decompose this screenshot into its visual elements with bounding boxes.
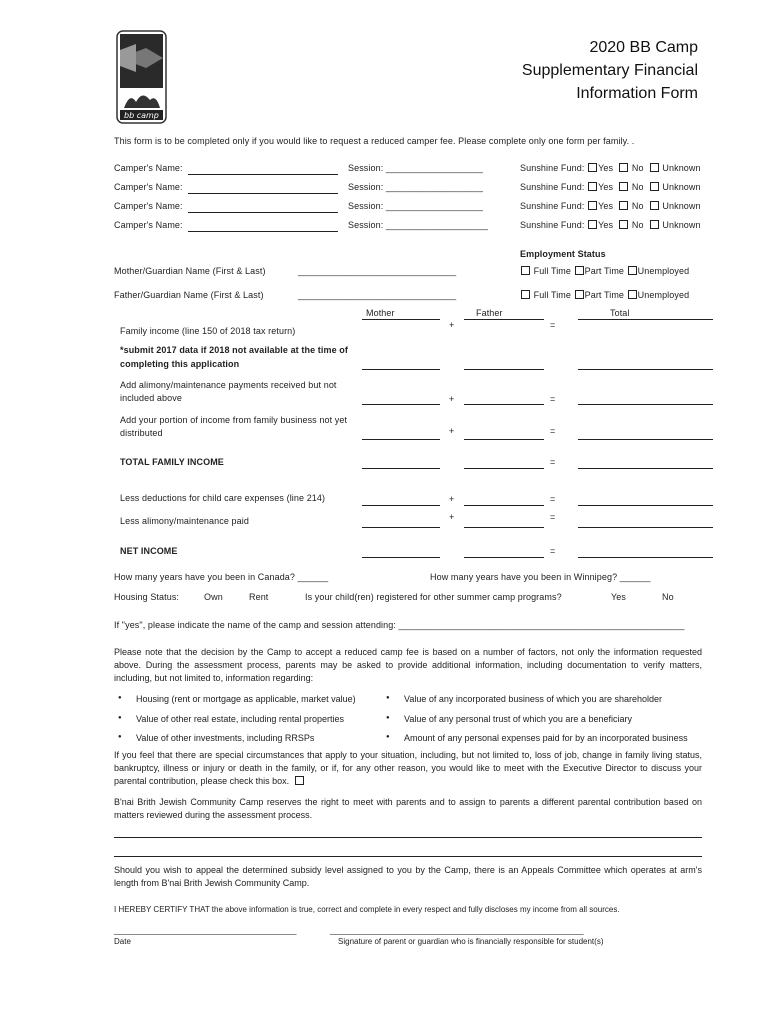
mother-net-field[interactable]: [362, 557, 440, 558]
father-childcare-field[interactable]: [464, 505, 544, 506]
yes-checkbox[interactable]: [588, 163, 597, 172]
bullet-expenses: ● Amount of any personal expenses paid for by an incorporated business: [404, 733, 688, 743]
equals-sign: =: [550, 512, 556, 522]
row-note-1: *submit 2017 data if 2018 not available at the time of: [120, 345, 348, 355]
mother-name-field[interactable]: _______________________________: [298, 266, 457, 276]
no-checkbox[interactable]: [619, 163, 628, 172]
part-time-checkbox[interactable]: [575, 266, 584, 275]
mother-name-label: Mother/Guardian Name (First & Last): [114, 266, 266, 276]
equals-sign: =: [550, 457, 556, 467]
svg-text:bb camp: bb camp: [124, 111, 159, 120]
row-business-1: Add your portion of income from family business not yet: [120, 415, 348, 425]
bullet-incorporated: ● Value of any incorporated business of which you are shareholder: [404, 694, 662, 704]
comment-line[interactable]: [114, 856, 702, 857]
plus-sign: +: [449, 426, 455, 436]
col-father: Father: [476, 308, 503, 318]
years-winnipeg[interactable]: How many years have you been in Winnipeg? ______: [430, 572, 651, 582]
col-total-rule: [578, 319, 713, 320]
mother-childcare-field[interactable]: [362, 505, 440, 506]
father-name-label: Father/Guardian Name (First & Last): [114, 290, 264, 300]
total-business-field[interactable]: [578, 439, 713, 440]
no-checkbox[interactable]: [619, 220, 628, 229]
no-checkbox[interactable]: [619, 182, 628, 191]
unknown-checkbox[interactable]: [650, 220, 659, 229]
yes-checkbox[interactable]: [588, 182, 597, 191]
bullet-trust: ● Value of any personal trust of which you are a beneficiary: [404, 714, 632, 724]
total-childcare-field[interactable]: [578, 505, 713, 506]
total-family-income-field[interactable]: [578, 468, 713, 469]
title-line-3: Information Form: [576, 85, 698, 102]
date-field[interactable]: _________________________________________: [114, 926, 297, 935]
years-canada[interactable]: How many years have you been in Canada? ______: [114, 572, 329, 582]
row-alimony-1: Add alimony/maintenance payments received but not: [120, 380, 337, 390]
date-label: Date: [114, 937, 131, 946]
bullet-housing: ● Housing (rent or mortgage as applicable, market value): [136, 694, 356, 704]
special-circumstances-checkbox[interactable]: [295, 776, 304, 785]
equals-sign: =: [550, 320, 556, 330]
title-line-2: Supplementary Financial: [521, 62, 698, 79]
total-net-field[interactable]: [578, 557, 713, 558]
unknown-checkbox[interactable]: [650, 182, 659, 191]
row-less-alimony: Less alimony/maintenance paid: [120, 516, 249, 526]
session-field[interactable]: Session: ____________________: [348, 220, 489, 230]
camper-name-field[interactable]: [188, 231, 338, 232]
equals-sign: =: [550, 546, 556, 556]
row-net-income: NET INCOME: [120, 546, 178, 556]
total-income-field[interactable]: [578, 369, 713, 370]
father-net-field[interactable]: [464, 557, 544, 558]
reserve-right: B'nai Brith Jewish Community Camp reserves the right to meet with parents and to assign to parents a different parental contribution based on matters reviewed during the assessment process.: [114, 797, 702, 820]
row-business-2: distributed: [120, 428, 163, 438]
plus-sign: +: [449, 320, 455, 330]
row-family-income: Family income (line 150 of 2018 tax return): [120, 326, 296, 336]
sunshine-fund-label: Sunshine Fund:: [520, 163, 585, 173]
bullet-real-estate: ● Value of other real estate, including rental properties: [136, 714, 344, 724]
father-business-field[interactable]: [464, 439, 544, 440]
title-line-1: 2020 BB Camp: [589, 39, 698, 56]
full-time-checkbox[interactable]: [521, 290, 530, 299]
mother-employment: Full Time Part Time Unemployed: [520, 266, 689, 276]
mother-less-alimony-field[interactable]: [362, 527, 440, 528]
assessment-notice: Please note that the decision by the Camp to accept a reduced camp fee is based on a number of factors, not only the information requested above. During the assessment process, parents may be asked to provide additional information, including documentation to verify matters, including, but not limited to, information regarding:: [114, 647, 702, 683]
special-circumstances: If you feel that there are special circumstances that apply to your situation, including, but not limited to, loss of job, change in family living status, bankruptcy, illness or injury or death in the family, or if, for any other reason, you would like to meet with the Executive Director to discuss your parental contribution, please check this box.: [114, 750, 702, 786]
mother-alimony-field[interactable]: [362, 404, 440, 405]
other-camp-no[interactable]: No: [662, 592, 674, 602]
housing-own[interactable]: Own: [204, 592, 223, 602]
father-employment: Full Time Part Time Unemployed: [520, 290, 689, 300]
mother-income-field[interactable]: [362, 369, 440, 370]
col-mother: Mother: [366, 308, 395, 318]
unemployed-checkbox[interactable]: [628, 290, 637, 299]
total-alimony-field[interactable]: [578, 404, 713, 405]
certify-text: I HEREBY CERTIFY THAT the above information is true, correct and complete in every respect and fully discloses my income from all sources.: [114, 905, 620, 914]
session-field[interactable]: Session: ___________________: [348, 201, 483, 211]
bb-camp-logo: [116, 30, 167, 124]
sunshine-fund: Sunshine Fund: Yes No Unknown: [520, 220, 701, 230]
housing-label: Housing Status:: [114, 592, 180, 602]
equals-sign: =: [550, 494, 556, 504]
housing-rent[interactable]: Rent: [249, 592, 269, 602]
other-camp-details[interactable]: If "yes", please indicate the name of the camp and session attending: ________________________________________________________: [114, 620, 685, 630]
part-time-checkbox[interactable]: [575, 290, 584, 299]
camper-name-field[interactable]: [188, 174, 338, 175]
unknown-checkbox[interactable]: [650, 163, 659, 172]
row-total-family-income: TOTAL FAMILY INCOME: [120, 457, 224, 467]
row-alimony-2: included above: [120, 393, 182, 403]
signature-field[interactable]: _________________________________________________________: [330, 926, 584, 935]
father-alimony-field[interactable]: [464, 404, 544, 405]
plus-sign: +: [449, 512, 455, 522]
signature-label: Signature of parent or guardian who is financially responsible for student(s): [338, 937, 604, 946]
camper-name-label: Camper's Name:: [114, 201, 183, 211]
form-title: [522, 36, 698, 105]
yes-checkbox[interactable]: [588, 220, 597, 229]
father-less-alimony-field[interactable]: [464, 527, 544, 528]
equals-sign: =: [550, 394, 556, 404]
employment-heading: Employment Status: [520, 249, 606, 259]
camper-name-field[interactable]: [188, 212, 338, 213]
comment-line[interactable]: [114, 837, 702, 838]
unknown-checkbox[interactable]: [650, 201, 659, 210]
other-camp-question: Is your child(ren) registered for other summer camp programs?: [305, 592, 562, 602]
mother-business-field[interactable]: [362, 439, 440, 440]
father-income-field[interactable]: [464, 369, 544, 370]
bullet-investments: ● Value of other investments, including RRSPs: [136, 733, 314, 743]
sunshine-fund: Sunshine Fund: Yes No Unknown: [520, 182, 701, 192]
session-field[interactable]: Session: ___________________: [348, 163, 483, 173]
father-name-field[interactable]: _______________________________: [298, 290, 457, 300]
other-camp-yes[interactable]: Yes: [611, 592, 626, 602]
father-total-field[interactable]: [464, 468, 544, 469]
col-father-rule: [464, 319, 544, 320]
plus-sign: +: [449, 494, 455, 504]
col-total: Total: [610, 308, 630, 318]
no-checkbox[interactable]: [619, 201, 628, 210]
session-field[interactable]: Session: ___________________: [348, 182, 483, 192]
yes-checkbox[interactable]: [588, 201, 597, 210]
camper-name-field[interactable]: [188, 193, 338, 194]
full-time-checkbox[interactable]: [521, 266, 530, 275]
intro-text: This form is to be completed only if you would like to request a reduced camper fee. Please complete only one form per family. .: [114, 136, 635, 146]
unemployed-checkbox[interactable]: [628, 266, 637, 275]
appeal-text: Should you wish to appeal the determined subsidy level assigned to you by the Camp, there is an Appeals Committee which operates at arm's length from B'nai Brith Jewish Community Camp.: [114, 865, 702, 888]
col-mother-rule: [362, 319, 440, 320]
camper-name-label: Camper's Name:: [114, 163, 183, 173]
camper-name-label: Camper's Name:: [114, 182, 183, 192]
sunshine-fund: Sunshine Fund: Yes No Unknown: [520, 201, 701, 211]
equals-sign: =: [550, 426, 556, 436]
camper-name-label: Camper's Name:: [114, 220, 183, 230]
row-childcare: Less deductions for child care expenses (line 214): [120, 493, 326, 503]
sunshine-fund: Sunshine Fund: Yes No Unknown: [520, 163, 701, 173]
plus-sign: +: [449, 394, 455, 404]
total-less-alimony-field[interactable]: [578, 527, 713, 528]
row-note-2: completing this application: [120, 359, 240, 369]
mother-total-field[interactable]: [362, 468, 440, 469]
